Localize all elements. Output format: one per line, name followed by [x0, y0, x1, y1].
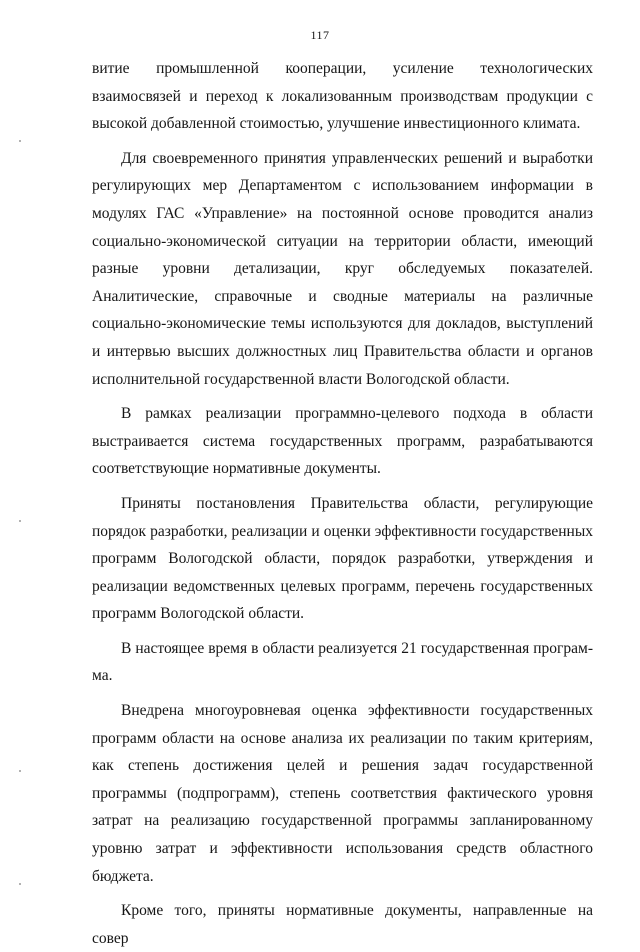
- body-text: [92, 55, 593, 952]
- paragraph-analysis: Для своевременного принятия управленческих решений и выработки регулирующих мер Департаментом с использованием информации в модулях ГАС «Управление» на постоянной основе проводится анализ социально-экономической ситуации на территории области, имеющий разные уровни детализации, круг обследуемых показателей. Аналитические, справочные и сводные материалы на различные социально-экономические темы используются для докладов, выступлений и интервью высших должностных лиц Правительства области и органов исполнительной государственной власти Вологодской области.: [92, 149, 593, 388]
- scan-margin-mark: [19, 770, 21, 772]
- page-number: 117: [310, 28, 330, 42]
- paragraph-resolutions: Приняты постановления Правительства области, регулирующие порядок разработки, реализации и оценки эффективности государственных программ Вологодской области, порядок разработки, утверждения и реализации ведомственных целевых программ, перечень государственных программ Вологодской области.: [92, 494, 593, 623]
- paragraph-evaluation: Внедрена многоуровневая оценка эффективности государственных программ области на основе анализа их реализации по таким критериям, как степень достижения целей и решения задач государственной программы (подпрограмм), степень соответствия фактического уровня затрат на реализацию государственной программы запланированному уровню затрат и эффективности использования средств областного бюджета.: [92, 702, 593, 885]
- scan-margin-mark: [19, 883, 21, 885]
- paragraph-normative-docs: Кроме того, приняты нормативные документы, направленные на совер: [92, 902, 593, 947]
- scan-margin-mark: [19, 140, 21, 142]
- paragraph-program-count: В настоящее время в области реализуется 21 государственная программа.: [92, 639, 593, 685]
- paragraph-continuation: витие промышленной кооперации, усиление технологических взаимосвязей и переход к локализованным производствам продукции с высокой добавленной стоимостью, улучшение инвестиционного климата.: [92, 60, 593, 133]
- scan-margin-mark: [19, 520, 21, 522]
- paragraph-program-approach: В рамках реализации программно-целевого подхода в области выстраивается система государственных программ, разрабатываются соответствующие нормативные документы.: [92, 405, 593, 478]
